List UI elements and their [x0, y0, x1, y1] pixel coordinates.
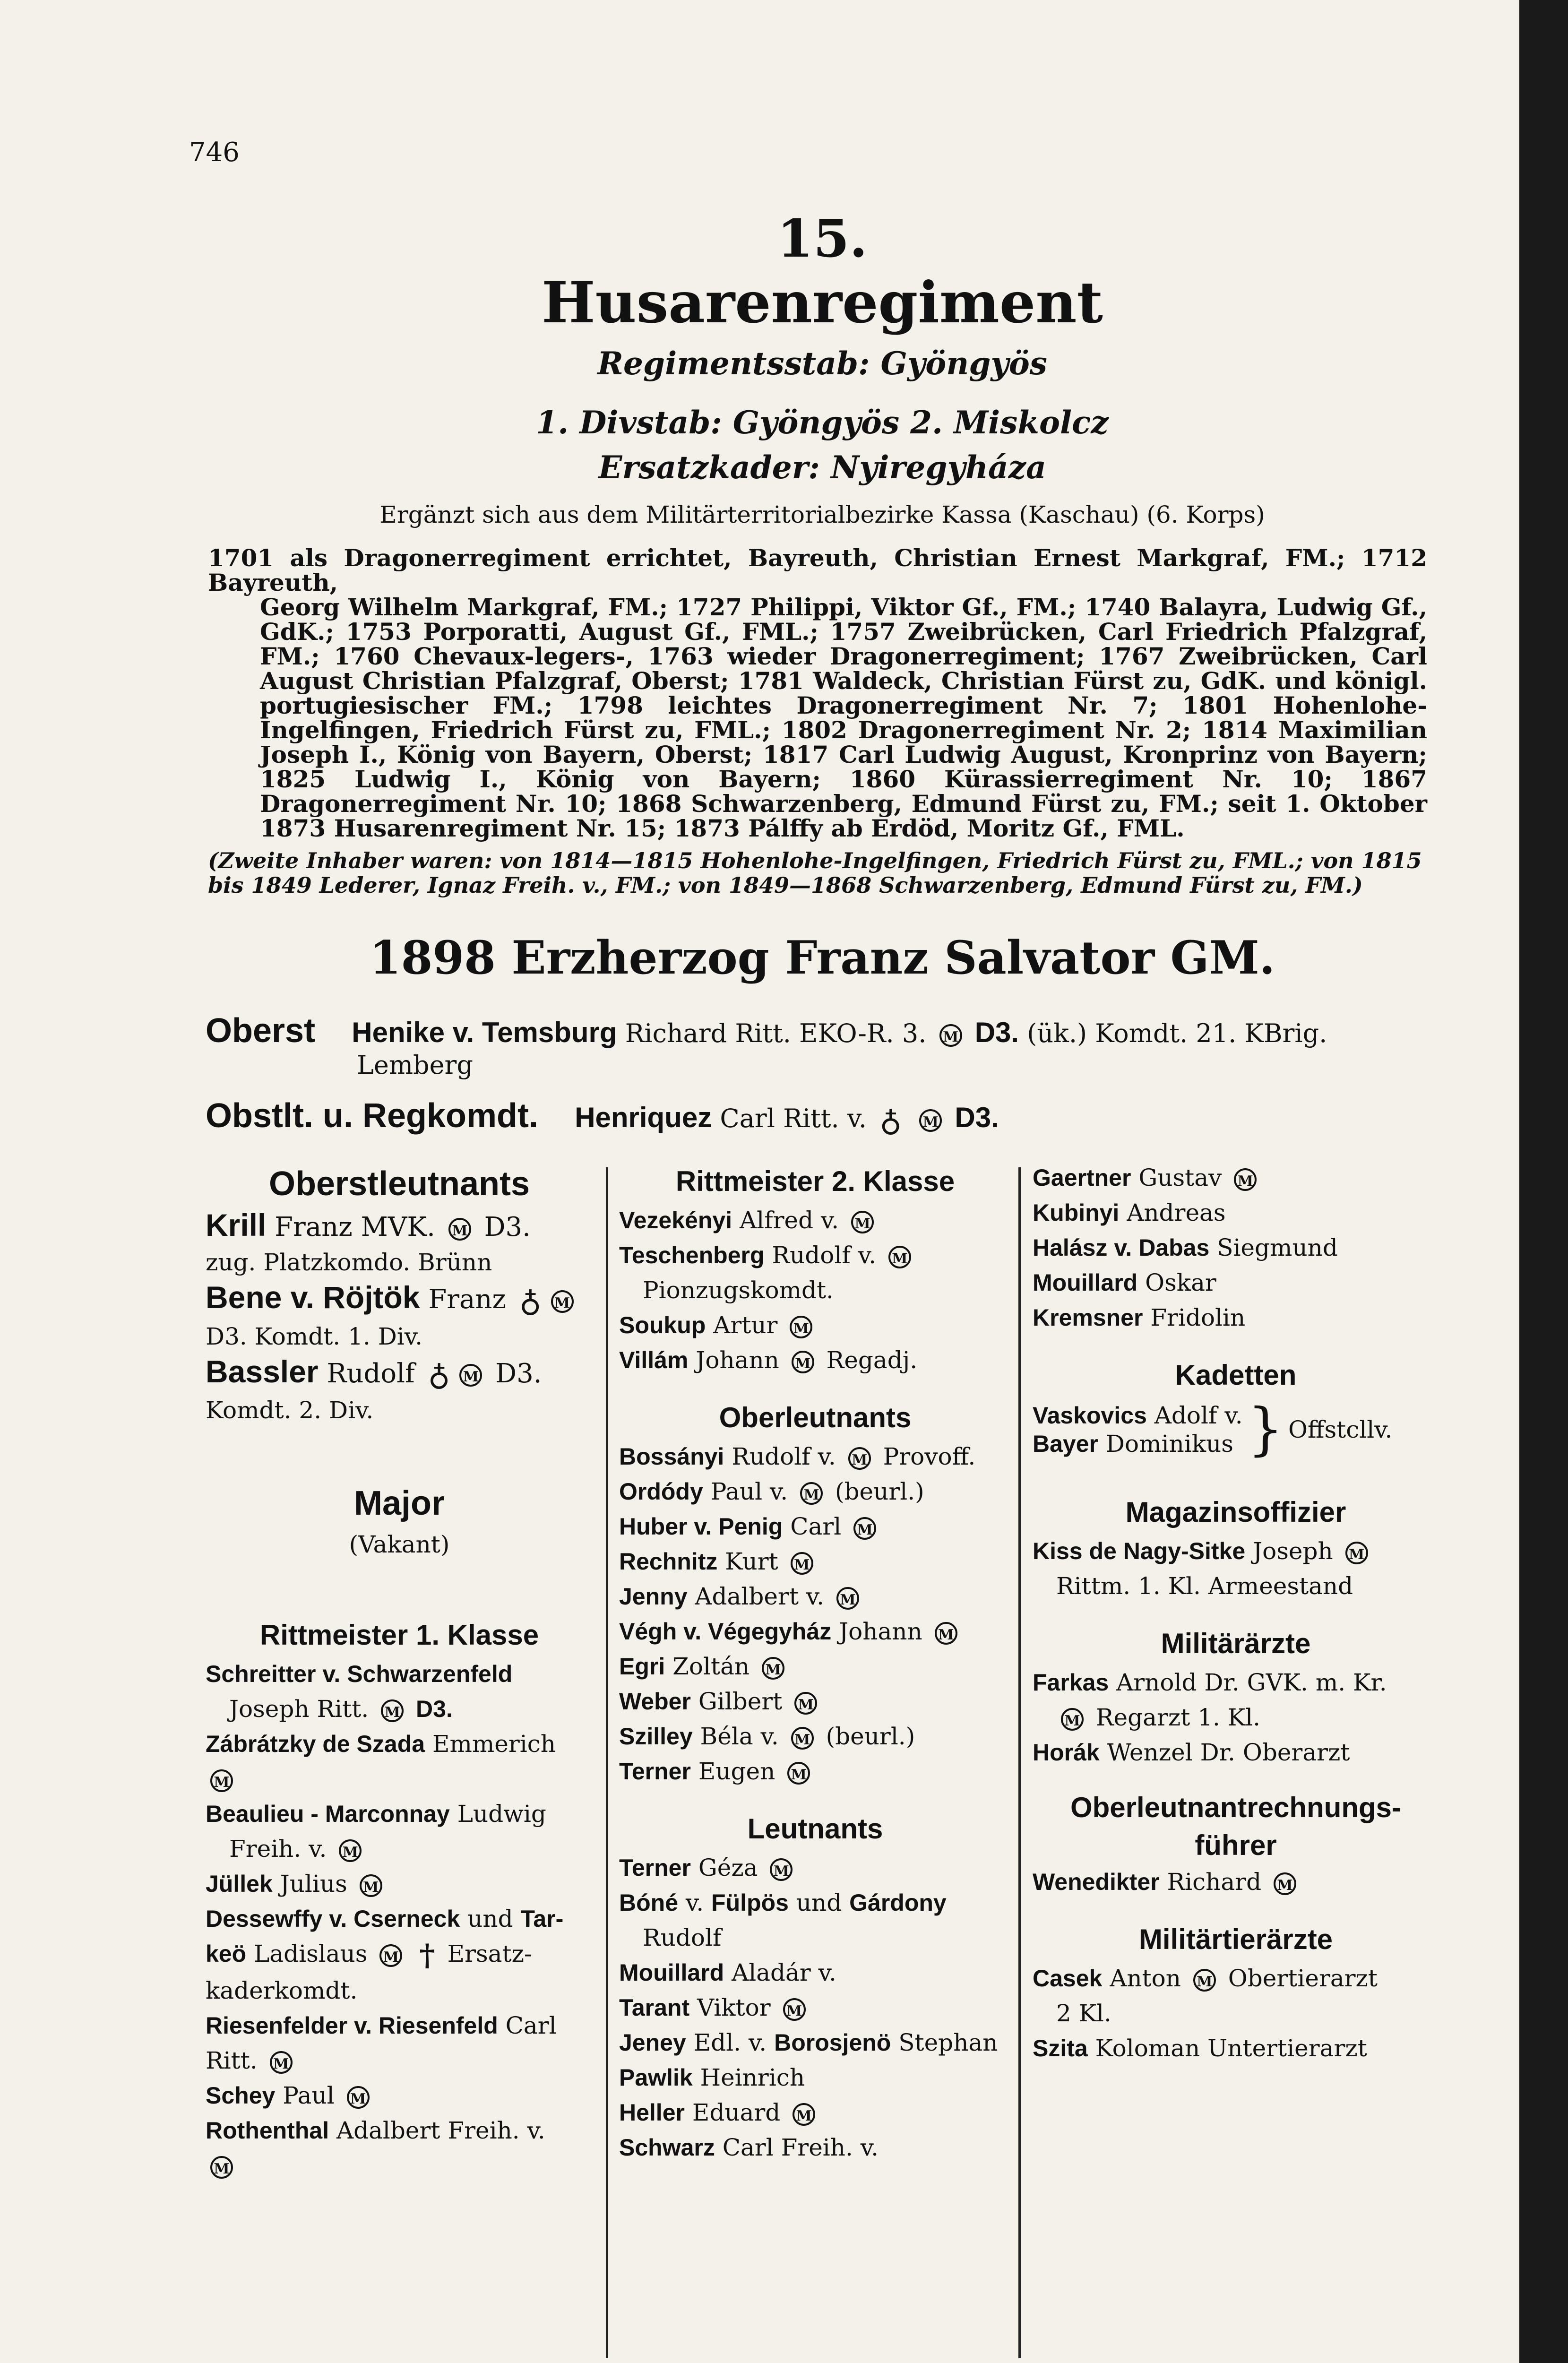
- text: Adolf v.: [1154, 1402, 1243, 1429]
- history-paragraph: [208, 546, 1427, 841]
- oberst-name: Henike v. Temsburg: [352, 1017, 617, 1048]
- heading-militaertieraerzte: Militärtierärzte: [1138, 1923, 1333, 1955]
- text: kaderkomdt.: [206, 1977, 358, 2004]
- m-medal-icon: M: [919, 1109, 942, 1132]
- name: Schwarz: [619, 2134, 715, 2161]
- text: und: [796, 1889, 842, 1916]
- name: Schreitter v. Schwarzenfeld: [206, 1661, 513, 1687]
- name: Szita: [1033, 2035, 1088, 2061]
- obstlt-line: [206, 1096, 1453, 1138]
- text: Freih. v.: [229, 1835, 327, 1863]
- name: Terner: [619, 1854, 691, 1881]
- text: Artur: [713, 1311, 778, 1339]
- name: Jenny: [619, 1583, 688, 1610]
- m-medal-icon: M: [939, 1024, 962, 1047]
- m-medal-icon: M: [836, 1587, 859, 1610]
- scan-border-right: [1519, 0, 1568, 2363]
- name: Kiss de Nagy-Sitke: [1033, 1538, 1246, 1564]
- text: Fridolin: [1150, 1304, 1246, 1331]
- text: Kurt: [725, 1548, 778, 1575]
- name: Villám: [619, 1347, 689, 1373]
- name: Rechnitz: [619, 1548, 718, 1575]
- heading-magazinsoffizier: Magazinsoffizier: [1125, 1496, 1346, 1528]
- text: 2 Kl.: [1056, 2000, 1111, 2027]
- m-medal-icon: M: [935, 1622, 957, 1645]
- text: und: [467, 1905, 513, 1932]
- m-medal-icon: M: [790, 1316, 812, 1338]
- name: Weber: [619, 1688, 691, 1715]
- text: Franz: [428, 1284, 506, 1315]
- oberst-detail: Richard Ritt. EKO-R. 3.: [625, 1018, 927, 1048]
- name: Farkas: [1033, 1669, 1109, 1696]
- m-medal-icon: M: [770, 1858, 793, 1881]
- name: Bóné: [619, 1889, 678, 1916]
- text: (beurl.): [835, 1478, 924, 1505]
- m-medal-icon: M: [888, 1246, 911, 1268]
- inhaber-heading: 1898 Erzherzog Franz Salvator GM.: [369, 931, 1275, 984]
- text: Siegmund: [1217, 1234, 1338, 1261]
- m-medal-icon: M: [339, 1839, 362, 1862]
- column-1: [206, 1160, 593, 2183]
- text: Rudolf v.: [732, 1443, 836, 1470]
- text: Ritt.: [206, 2047, 258, 2074]
- name: Halász v. Dabas: [1033, 1234, 1210, 1261]
- name: Vezekényi: [619, 1207, 732, 1233]
- kadetten-block: [1033, 1397, 1439, 1462]
- page-title: Husarenregiment: [542, 269, 1103, 336]
- ersatzkader: Ersatzkader: Nyiregyháza: [598, 449, 1046, 486]
- divstab: 1. Divstab: Gyöngyös 2. Miskolcz: [536, 404, 1109, 441]
- vakant: (Vakant): [349, 1531, 450, 1558]
- text: Rudolf v.: [772, 1242, 876, 1269]
- erganzt-line: Ergänzt sich aus dem Militärterritorialbezirke Kassa (Kaschau) (6. Korps): [379, 501, 1265, 528]
- text: Gustav: [1138, 1164, 1222, 1191]
- name: Mouillard: [619, 1959, 724, 1986]
- text: D3.: [416, 1696, 453, 1722]
- text: Rittm. 1. Kl. Armeestand: [1056, 1572, 1353, 1600]
- text: Provoff.: [883, 1443, 976, 1470]
- oberst-tail: (ük.) Komdt. 21. KBrig.: [1027, 1018, 1327, 1048]
- dagger-icon: †: [419, 1938, 435, 1973]
- text: Béla v.: [700, 1723, 779, 1750]
- text: Wenzel Dr. Oberarzt: [1107, 1739, 1350, 1766]
- name: Bayer: [1033, 1431, 1098, 1457]
- heading-leutnants: Leutnants: [747, 1813, 883, 1845]
- name: Ordódy: [619, 1478, 703, 1505]
- heading-rittmeister-1: Rittmeister 1. Klasse: [259, 1619, 539, 1651]
- text: Carl: [505, 2012, 557, 2039]
- name: Schey: [206, 2082, 276, 2109]
- name: Tar-: [520, 1906, 564, 1932]
- oberst-line: [206, 1011, 1453, 1080]
- text: Paul: [283, 2082, 335, 2109]
- regiment-number: 15.: [777, 208, 868, 269]
- text: Oskar: [1145, 1269, 1216, 1296]
- m-medal-icon: M: [762, 1657, 784, 1680]
- m-medal-icon: M: [210, 1769, 233, 1792]
- name: Tarant: [619, 1994, 690, 2021]
- text: Regarzt 1. Kl.: [1095, 1704, 1261, 1731]
- name: Beaulieu - Marconnay: [206, 1801, 450, 1827]
- m-medal-icon: M: [851, 1211, 874, 1233]
- text: Adalbert Freih. v.: [336, 2117, 545, 2144]
- heading-kadetten: Kadetten: [1175, 1359, 1297, 1391]
- text: v.: [685, 1889, 704, 1916]
- oberst-line2: Lemberg: [357, 1050, 473, 1080]
- oberst-d3: D3.: [974, 1017, 1019, 1048]
- text: Eugen: [698, 1758, 775, 1785]
- name: Zábrátzky de Szada: [206, 1731, 425, 1757]
- heading-oberleutnantrechnungsfuehrer: Oberleutnantrechnungs-führer: [1070, 1792, 1402, 1861]
- text: Dominikus: [1105, 1430, 1233, 1457]
- m-medal-icon: M: [792, 1351, 814, 1373]
- heading-rittmeister-2: Rittmeister 2. Klasse: [675, 1165, 955, 1197]
- m-medal-icon: M: [800, 1482, 823, 1505]
- text: Stephan: [898, 2029, 998, 2056]
- name: Borosjenö: [774, 2029, 891, 2056]
- m-medal-icon: M: [360, 1874, 382, 1897]
- text: Johann: [839, 1618, 922, 1645]
- obstlt-d3: D3.: [955, 1102, 999, 1133]
- text: Edl. v.: [693, 2029, 767, 2056]
- text: Pionzugskomdt.: [643, 1276, 834, 1304]
- text: Anton: [1110, 1965, 1181, 1992]
- name: Teschenberg: [619, 1242, 765, 1268]
- obstlt-name: Henriquez: [575, 1102, 712, 1133]
- cross-decoration-icon: ♁: [428, 1357, 450, 1393]
- text: Andreas: [1127, 1199, 1226, 1226]
- name: Soukup: [619, 1312, 706, 1338]
- text: Ladislaus: [254, 1940, 368, 1967]
- name: Jüllek: [206, 1871, 273, 1897]
- brace-icon: }: [1247, 1397, 1284, 1462]
- name: Kubinyi: [1033, 1199, 1120, 1226]
- m-medal-icon: M: [794, 1692, 817, 1715]
- name: Vaskovics: [1033, 1402, 1147, 1429]
- text: Aladár v.: [732, 1959, 836, 1986]
- name: Bassler: [206, 1354, 319, 1389]
- m-medal-icon: M: [793, 2103, 815, 2126]
- text: (beurl.): [826, 1723, 915, 1750]
- text: D3.: [495, 1358, 542, 1389]
- text: Adalbert v.: [695, 1583, 825, 1610]
- m-medal-icon: M: [1234, 1168, 1257, 1191]
- text: Gilbert: [698, 1688, 783, 1715]
- zweite-inhaber: (Zweite Inhaber waren: von 1814—1815 Hohenlohe-Ingelfingen, Friedrich Fürst zu, FML.; von 1815 bis 1849 Lederer, Ignaz Freih. v., FM.; von 1849—1868 Schwarzenberg, Edmund Fürst zu, FM.): [208, 848, 1422, 898]
- heading-oberleutnants: Oberleutnants: [719, 1402, 912, 1433]
- text: Alfred v.: [739, 1207, 839, 1234]
- text: Rudolf: [327, 1358, 415, 1389]
- name: Pawlik: [619, 2064, 693, 2091]
- name: Jeney: [619, 2029, 686, 2056]
- column-3: [1033, 1160, 1439, 2066]
- text: Regadj.: [826, 1346, 918, 1374]
- text: Komdt. 2. Div.: [206, 1397, 374, 1424]
- text: Johann: [696, 1346, 779, 1374]
- m-medal-icon: M: [347, 2086, 370, 2109]
- text: Viktor: [697, 1994, 771, 2021]
- name: Terner: [619, 1758, 691, 1785]
- m-medal-icon: M: [1193, 1969, 1216, 1992]
- text: Ludwig: [457, 1800, 546, 1828]
- regimentsstab: Regimentsstab: Gyöngyös: [597, 345, 1047, 382]
- text: Eduard: [692, 2099, 781, 2126]
- text: Carl: [790, 1513, 842, 1540]
- m-medal-icon: M: [551, 1290, 574, 1313]
- history-rest: Georg Wilhelm Markgraf, FM.; 1727 Philippi, Viktor Gf., FM.; 1740 Balayra, Ludwig Gf., GdK.; 1753 Porporatti, August Gf., FML.; 1757 Zweibrücken, Carl Friedrich Pfalzgraf, FM.; 1760 Chevaux-legers-, 1763 wieder Dragonerregiment; 1767 Zweibrücken, Carl August Christian Pfalzgraf, Oberst; 1781 Waldeck, Christian Fürst zu, GdK. und königl. portugiesischer FM.; 1798 leichtes Dragonerregiment Nr. 7; 1801 Hohenlohe-Ingelfingen, Friedrich Fürst zu, FML.; 1802 Dragonerregiment Nr. 2; 1814 Maximilian Joseph I., König von Bayern, Oberst; 1817 Carl Ludwig August, Kronprinz von Bayern; 1825 Ludwig I., König von Bayern; 1860 Kürassierregiment Nr. 10; 1867 Dragonerregiment Nr. 10; 1868 Schwarzenberg, Edmund Fürst zu, FM.; seit 1. Oktober 1873 Husarenregiment Nr. 15; 1873 Pálffy ab Erdöd, Moritz Gf., FML.: [260, 593, 1427, 842]
- name: Horák: [1033, 1739, 1100, 1766]
- name: Gaertner: [1033, 1164, 1131, 1191]
- heading-militaraerzte: Militärärzte: [1161, 1628, 1311, 1659]
- name: Bossányi: [619, 1443, 724, 1470]
- m-medal-icon: M: [787, 1762, 810, 1785]
- m-medal-icon: M: [270, 2051, 293, 2074]
- name: Rothenthal: [206, 2117, 329, 2144]
- column-divider-1: [606, 1167, 608, 2358]
- text: Paul v.: [710, 1478, 788, 1505]
- obstlt-rank: Obstlt. u. Regkomdt.: [206, 1097, 539, 1135]
- text: Ersatz-: [447, 1940, 532, 1967]
- heading-oberstleutnants: Oberstleutnants: [268, 1165, 530, 1203]
- name: Gárdony: [849, 1889, 947, 1916]
- name: Casek: [1033, 1965, 1103, 1992]
- m-medal-icon: M: [848, 1447, 871, 1470]
- name: Huber v. Penig: [619, 1513, 783, 1540]
- text: Franz MVK.: [275, 1212, 435, 1242]
- m-medal-icon: M: [1274, 1872, 1296, 1895]
- m-medal-icon: M: [381, 1699, 404, 1722]
- name: keö: [206, 1940, 247, 1967]
- oberst-rank: Oberst: [206, 1012, 316, 1050]
- column-2: [619, 1160, 1011, 2165]
- text: Julius: [280, 1870, 347, 1897]
- name: Kremsner: [1033, 1304, 1143, 1331]
- cross-decoration-icon: ♁: [879, 1103, 902, 1138]
- obstlt-detail: Carl Ritt. v.: [720, 1104, 867, 1133]
- m-medal-icon: M: [791, 1727, 814, 1750]
- text: Joseph: [1253, 1537, 1333, 1565]
- text: zug. Platzkomdo. Brünn: [206, 1249, 492, 1276]
- text: Géza: [698, 1854, 758, 1881]
- text: Rudolf: [643, 1924, 722, 1951]
- text: Koloman Untertierarzt: [1095, 2035, 1367, 2062]
- name: Fülpös: [711, 1889, 789, 1916]
- m-medal-icon: M: [853, 1517, 876, 1540]
- heading-major: Major: [353, 1484, 445, 1522]
- text: D3. Komdt. 1. Div.: [206, 1322, 422, 1350]
- column-divider-2: [1018, 1167, 1021, 2358]
- name: Egri: [619, 1653, 665, 1680]
- name: Dessewffy v. Cserneck: [206, 1906, 460, 1932]
- text: Offstcllv.: [1288, 1416, 1393, 1443]
- text: Joseph Ritt.: [229, 1695, 369, 1723]
- text: Richard: [1167, 1868, 1262, 1896]
- name: Heller: [619, 2099, 685, 2126]
- name: Krill: [206, 1207, 267, 1242]
- m-medal-icon: M: [783, 1998, 806, 2021]
- text: Obertierarzt: [1228, 1965, 1378, 1992]
- name: Mouillard: [1033, 1269, 1138, 1296]
- m-medal-icon: M: [379, 1944, 402, 1967]
- name: Riesenfelder v. Riesenfeld: [206, 2012, 498, 2039]
- text: Carl Freih. v.: [722, 2134, 879, 2161]
- name: Bene v. Röjtök: [206, 1280, 420, 1315]
- page-number: 746: [189, 137, 240, 168]
- m-medal-icon: M: [459, 1364, 482, 1387]
- history-first-line: 1701 als Dragonerregiment errichtet, Bayreuth, Christian Ernest Markgraf, FM.; 1712 Bayreuth,: [208, 544, 1427, 596]
- m-medal-icon: M: [791, 1552, 813, 1575]
- text: Arnold Dr. GVK. m. Kr.: [1116, 1669, 1387, 1696]
- m-medal-icon: M: [1345, 1542, 1368, 1564]
- name: Szilley: [619, 1723, 693, 1750]
- text: Zoltán: [672, 1653, 750, 1680]
- m-medal-icon: M: [210, 2156, 233, 2179]
- text: D3.: [484, 1212, 531, 1242]
- text: Heinrich: [700, 2064, 805, 2091]
- m-medal-icon: M: [1061, 1708, 1084, 1731]
- name: Végh v. Végegyház: [619, 1618, 832, 1645]
- m-medal-icon: M: [448, 1218, 471, 1241]
- cross-decoration-icon: ♁: [519, 1283, 542, 1319]
- name: Wenedikter: [1033, 1869, 1160, 1895]
- text: Emmerich: [432, 1730, 556, 1758]
